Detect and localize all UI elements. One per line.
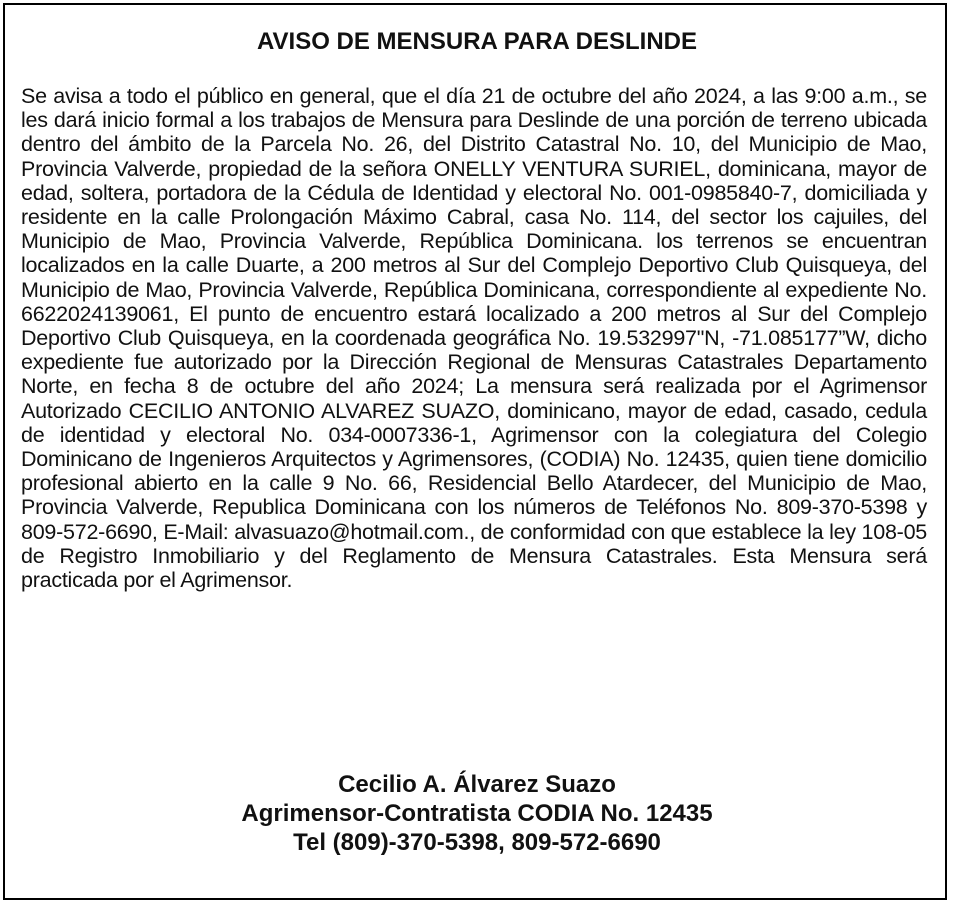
notice-title: AVISO DE MENSURA PARA DESLINDE xyxy=(256,28,698,55)
signature-phone: Tel (809)-370-5398, 809-572-6690 xyxy=(293,829,661,856)
signature-name: Cecilio A. Álvarez Suazo xyxy=(338,771,616,798)
signature-block xyxy=(0,770,954,857)
signature-role: Agrimensor-Contratista CODIA No. 12435 xyxy=(241,800,713,827)
notice-body: Se avisa a todo el público en general, que el día 21 de octubre del año 2024, a las 9:00 a.m., se les dará inicio formal a los trabajos de Mensura para Deslinde de una porción de terreno ubicada dentro del ámbito de la Parcela No. 26, del Distrito Catastral No. 10, del Municipio de Mao, Provincia Valverde, propiedad de la señora ONELLY VENTURA SURIEL, dominicana, mayor de edad, soltera, portadora de la Cédula de Identidad y electoral No. 001-0985840-7, domiciliada y residente en la calle Prolongación Máximo Cabral, casa No. 114, del sector los cajuiles, del Municipio de Mao, Provincia Valverde, República Dominicana. los terrenos se encuentran localizados en la calle Duarte, a 200 metros al Sur del Complejo Deportivo Club Quisqueya, del Municipio de Mao, Provincia Valverde, República Dominicana, correspondiente al expediente No. 6622024139061, El punto de encuentro estará localizado a 200 metros al Sur del Complejo Deportivo Club Quisqueya, en la coordenada geográfica No. 19.532997"N, -71.085177”W, dicho expediente fue autorizado por la Dirección Regional de Mensuras Catastrales Departamento Norte, en fecha 8 de octubre del año 2024; La mensura será realizada por el Agrimensor Autorizado CECILIO ANTONIO ALVAREZ SUAZO, dominicano, mayor de edad, casado, cedula de identidad y electoral No. 034-0007336-1, Agrimensor con la colegiatura del Colegio Dominicano de Ingenieros Arquitectos y Agrimensores, (CODIA) No. 12435, quien tiene domicilio profesional abierto en la calle 9 No. 66, Residencial Bello Atardecer, del Municipio de Mao, Provincia Valverde, Republica Dominicana con los números de Teléfonos No. 809-370-5398 y 809-572-6690, E-Mail: alvasuazo@hotmail.com., de conformidad con que establece la ley 108-05 de Registro Inmobiliario y del Reglamento de Mensura Catastrales. Esta Mensura será practicada por el Agrimensor. xyxy=(21,84,927,593)
